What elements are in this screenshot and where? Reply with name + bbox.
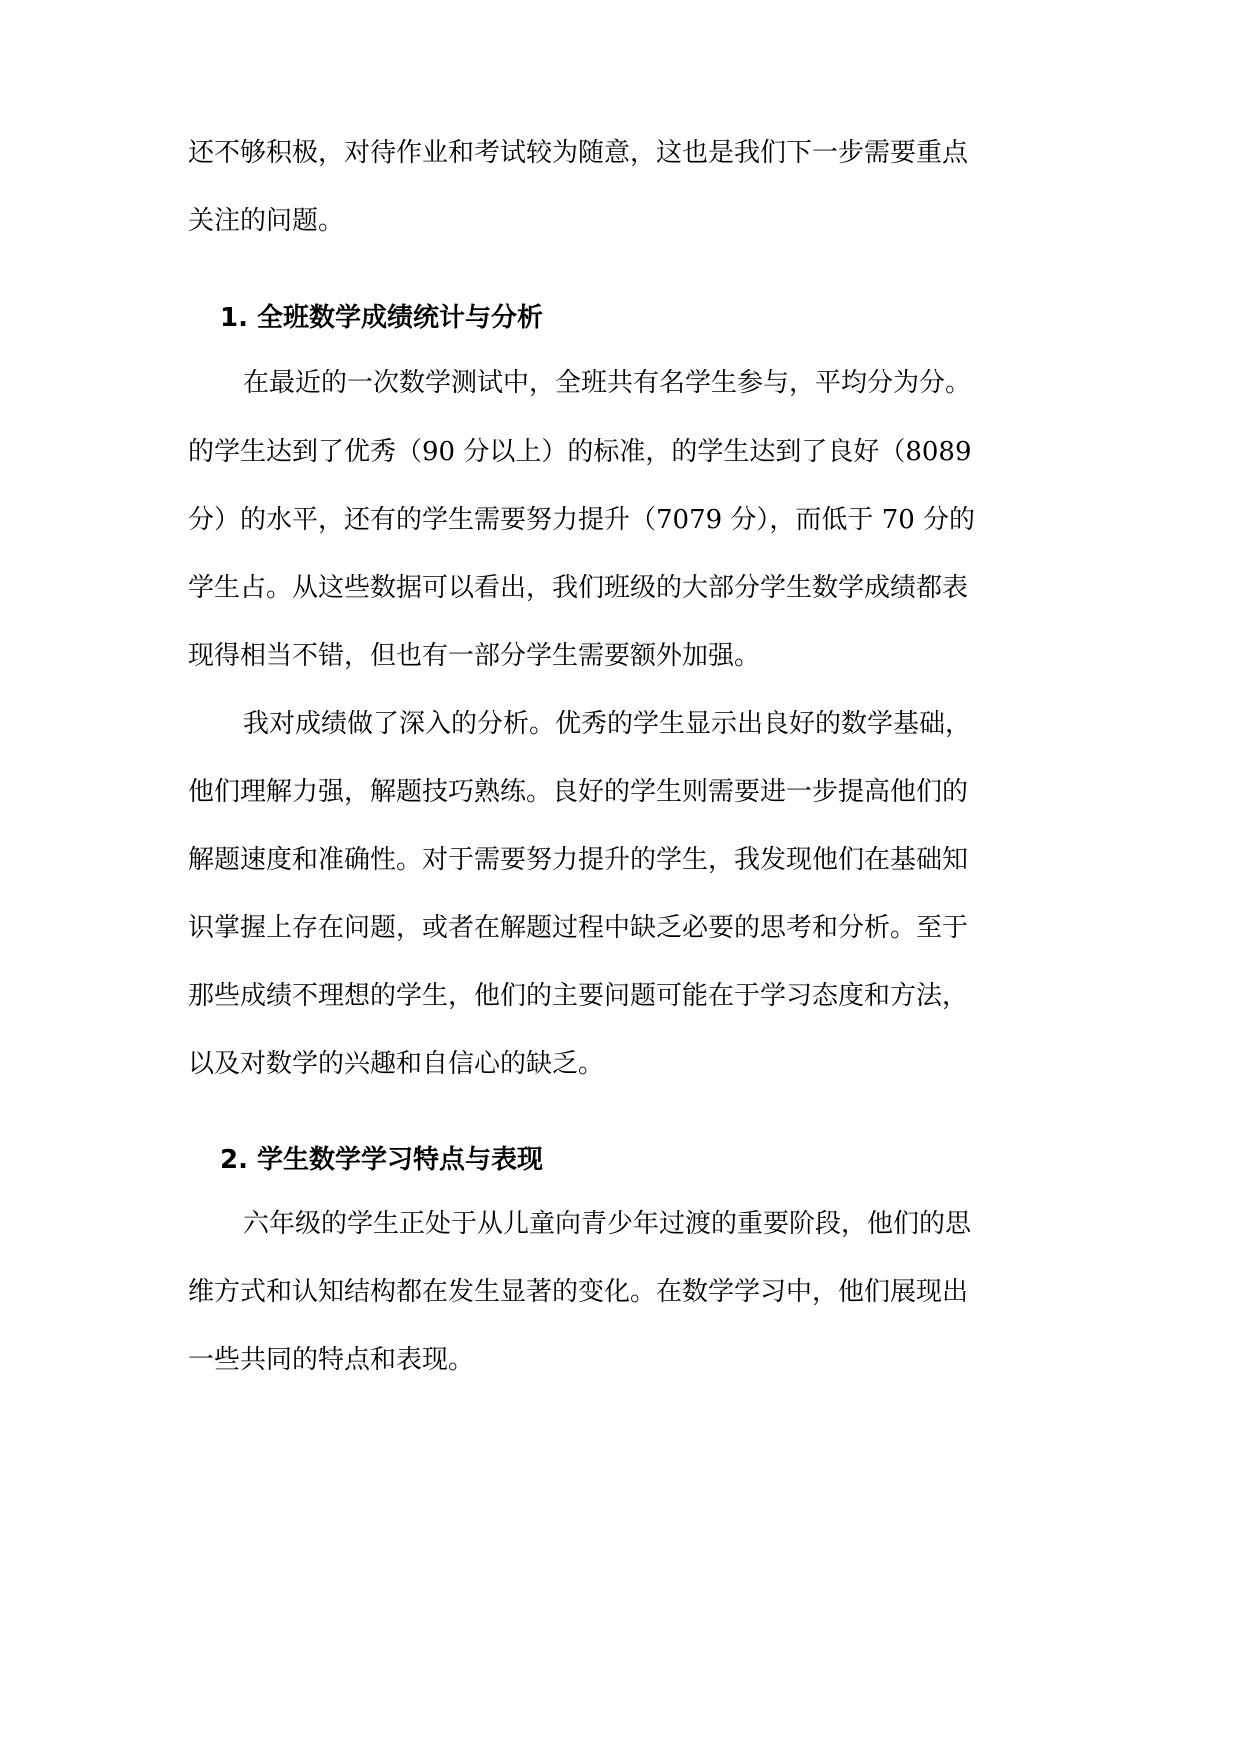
section-heading-2: 2. 学生数学学习特点与表现 xyxy=(220,1145,544,1175)
paragraph-line: 识掌握上存在问题，或者在解题过程中缺乏必要的思考和分析。至于 xyxy=(188,913,969,943)
paragraph-line: 的学生达到了优秀（90 分以上）的标准，的学生达到了良好（8089 xyxy=(188,437,972,467)
paragraph-line: 分）的水平，还有的学生需要努力提升（7079 分），而低于 70 分的 xyxy=(188,505,976,535)
paragraph-line: 六年级的学生正处于从儿童向青少年过渡的重要阶段，他们的思 xyxy=(243,1209,972,1239)
paragraph-line: 以及对数学的兴趣和自信心的缺乏。 xyxy=(188,1049,605,1079)
paragraph-line: 那些成绩不理想的学生，他们的主要问题可能在于学习态度和方法， xyxy=(188,981,969,1011)
paragraph-line: 现得相当不错，但也有一部分学生需要额外加强。 xyxy=(188,641,761,671)
section-heading-1: 1. 全班数学成绩统计与分析 xyxy=(220,303,544,333)
paragraph-line: 还不够积极，对待作业和考试较为随意，这也是我们下一步需要重点 xyxy=(188,138,969,168)
paragraph-line: 一些共同的特点和表现。 xyxy=(188,1345,475,1375)
paragraph-line: 维方式和认知结构都在发生显著的变化。在数学学习中，他们展现出 xyxy=(188,1277,969,1307)
paragraph-line: 学生占。从这些数据可以看出，我们班级的大部分学生数学成绩都表 xyxy=(188,573,969,603)
paragraph-line: 关注的问题。 xyxy=(188,206,345,236)
paragraph-line: 我对成绩做了深入的分析。优秀的学生显示出良好的数学基础， xyxy=(243,709,972,739)
paragraph-line: 他们理解力强，解题技巧熟练。良好的学生则需要进一步提高他们的 xyxy=(188,777,969,807)
paragraph-line: 解题速度和准确性。对于需要努力提升的学生，我发现他们在基础知 xyxy=(188,845,969,875)
paragraph-line: 在最近的一次数学测试中，全班共有名学生参与，平均分为分。 xyxy=(243,368,972,398)
